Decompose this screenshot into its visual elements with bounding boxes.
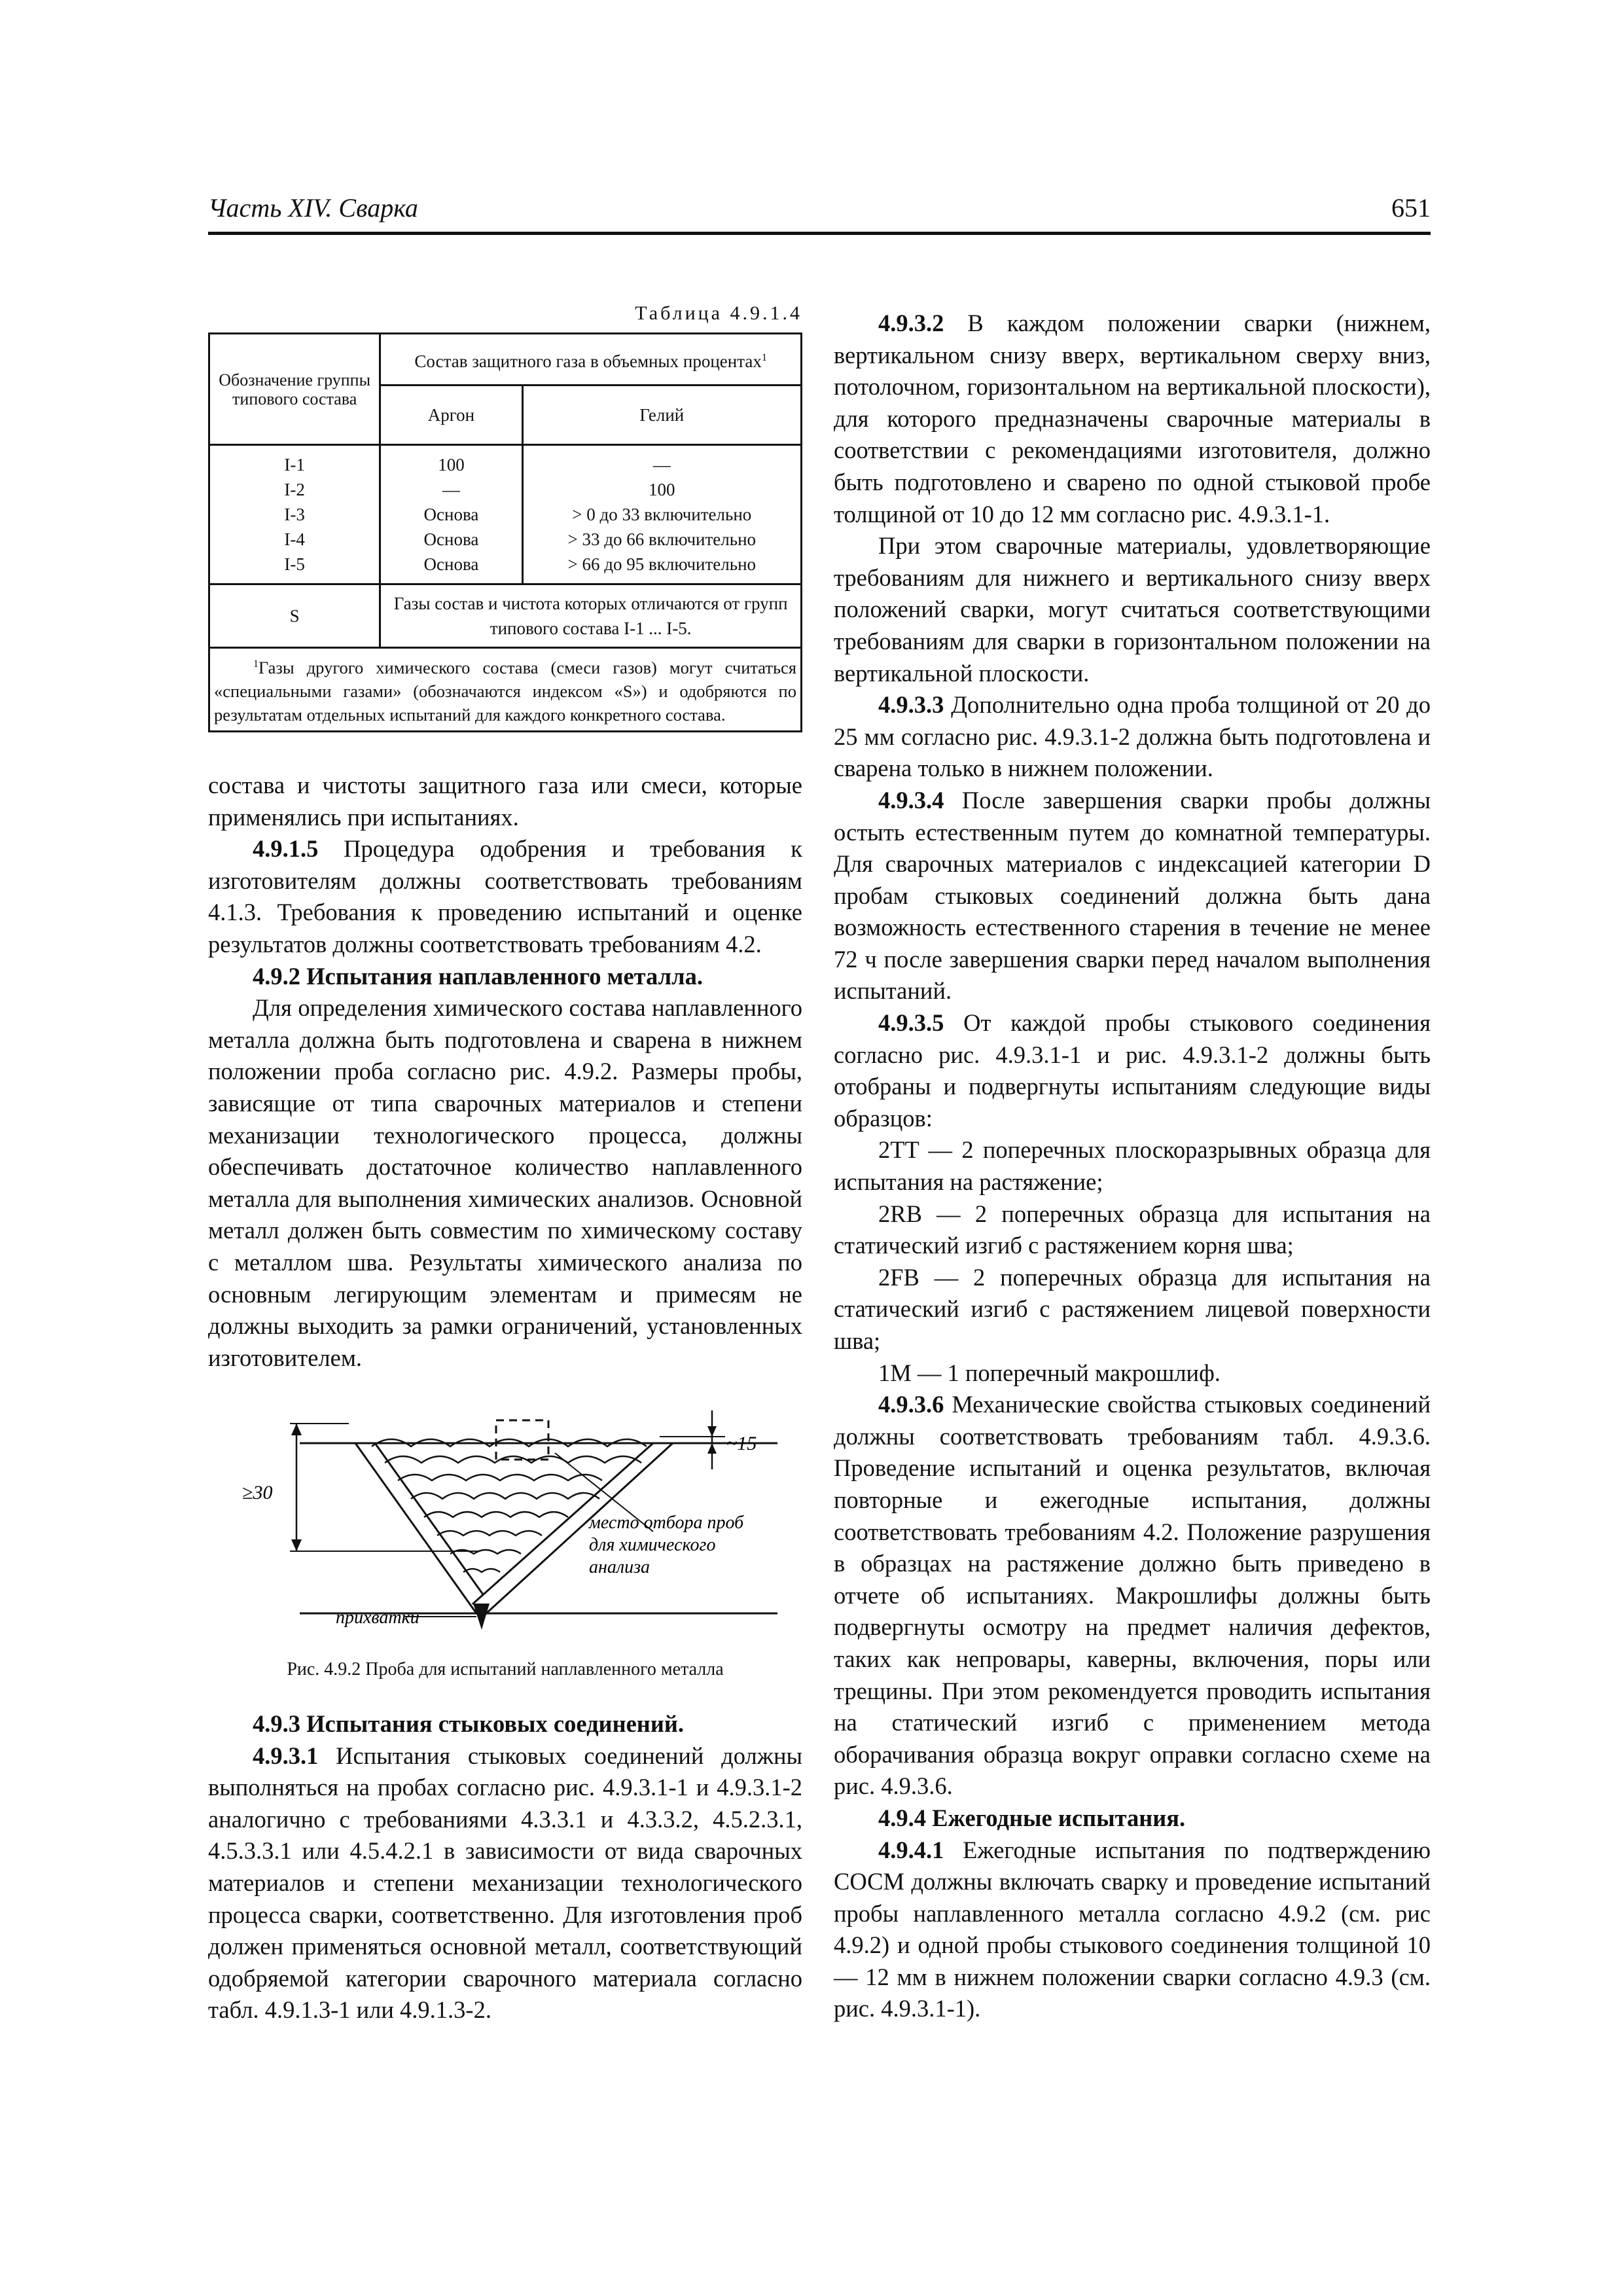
list-item: 2TT — 2 поперечных плоскоразрывных образца для испытания на растяжение;: [834, 1136, 1431, 1196]
header-group-cell: Обозначение группы типового состава: [209, 334, 380, 445]
s-group-cell: S: [209, 584, 380, 648]
paragraph-4-9-3-5: 4.9.3.5 От каждой пробы стыкового соединения согласно рис. 4.9.3.1-1 и рис. 4.9.3.1-2 должны быть отобраны и подвергнуты испытаниям следующие виды образцов:: [834, 1009, 1431, 1132]
table-caption: Таблица 4.9.1.4: [635, 302, 802, 324]
list-item: 2RB — 2 поперечных образца для испытания на статический изгиб с растяжением корня шва;: [834, 1200, 1431, 1259]
dim-height-label: ≥30: [242, 1482, 273, 1503]
group-list-cell: [209, 445, 380, 584]
page-number: 651: [1391, 193, 1431, 223]
group-name: I-5: [284, 554, 305, 574]
table-footnote: $^1$Газы другого химического состава (смеси газов) могут считаться «специальными газами» (обозначаются индексом «S») и одобряются по результатам отдельных испытаний для каждого конкретного состава.: [209, 648, 802, 732]
group-name: I-1: [284, 455, 305, 475]
header-helium-cell: Гелий: [522, 386, 801, 445]
helium-value: > 33 до 66 включительно: [567, 529, 757, 549]
paragraph: Для определения химического состава наплавленного металла должна быть подготовлена и сварена в нижнем положении проба согласно рис. 4.9.2. Размеры пробы, зависящие от типа сварочных материалов и степени механизации технологического процесса, должны обеспечивать достаточное количество наплавленного металла для выполнения химических анализов. Основной металл должен быть совместим по химическому составу с металлом шва. Результаты химического анализа по основным легирующим элементам и примесям не должны выходить за рамки ограничений, установленных изготовителем.: [208, 994, 802, 1371]
group-name: I-4: [284, 529, 305, 549]
paragraph-4-9-4-1: 4.9.4.1 Ежегодные испытания по подтверждению СОСМ должны включать сварку и проведение испытаний пробы наплавленного металла согласно 4.9.2 (см. рис 4.9.2) и одной пробы стыкового соединения толщиной 10 — 12 мм в нижнем положении сварки согласно 4.9.3 (см. рис. 4.9.3.1-1).: [834, 1836, 1431, 2022]
figure-4-9-2: [208, 1407, 802, 1656]
argon-value: 100: [438, 455, 465, 475]
gas-composition-table: [208, 332, 802, 732]
paragraph-4-9-1-5: 4.9.1.5 Процедура одобрения и требования к изготовителям должны соответствовать требованиям 4.1.3. Требования к проведению испытаний и оценке результатов должны соответствовать требованиям 4.2.: [208, 835, 802, 958]
group-name: I-2: [284, 480, 305, 499]
helium-list-cell: [522, 445, 801, 584]
figure-caption: Рис. 4.9.2 Проба для испытаний наплавленного металла: [287, 1659, 724, 1679]
paragraph-4-9-3-4: 4.9.3.4 После завершения сварки пробы должны остыть естественным путем до комнатной температуры. Для сварочных материалов с индексацией категории D пробам стыковых соединений должна быть дана возможность естественного старения в течение не менее 72 ч после завершения сварки перед началом выполнения испытаний.: [834, 786, 1431, 1005]
right-column: [834, 308, 1431, 2025]
paragraph: состава и чистоты защитного газа или смеси, которые применялись при испытаниях.: [208, 772, 802, 831]
paragraph-4-9-3-3: 4.9.3.3 Дополнительно одна проба толщиной от 20 до 25 мм согласно рис. 4.9.3.1-2 должна быть подготовлена и сварена только в нижнем положении.: [834, 691, 1431, 782]
paragraph-4-9-3-1: 4.9.3.1 Испытания стыковых соединений должны выполняться на пробах согласно рис. 4.9.3.1-1 и 4.9.3.1-2 аналогично с требованиями 4.3.3.1 и 4.3.3.2, 4.5.2.3.1, 4.5.3.3.1 или 4.5.4.2.1 в зависимости от вида сварочных материалов и степени механизации технологического процесса сварки, соответственно. Для изготовления проб должен применяться основной металл, соответствующий одобряемой категории сварочного материала согласно табл. 4.9.1.3-1 или 4.9.1.3-2.: [208, 1742, 802, 2024]
sample-location-label: место отбора проб для химического анализа: [589, 1513, 744, 1577]
argon-value: Основа: [423, 529, 479, 549]
helium-value: > 0 до 33 включительно: [572, 505, 752, 524]
heading-4-9-2: 4.9.2 Испытания наплавленного металла.: [253, 962, 703, 990]
heading-4-9-3: 4.9.3 Испытания стыковых соединений.: [253, 1710, 685, 1737]
paragraph-4-9-3-2: 4.9.3.2 В каждом положении сварки (нижнем, вертикальном снизу вверх, вертикальном сверху вниз, потолочном, горизонтальном на вертикальной плоскости), для которого предназначены сварочные материалы в соответствии с рекомендациями изготовителя, должно быть подготовлено и сварено по одной стыковой пробе толщиной от 10 до 12 мм согласно рис. 4.9.3.1-1.: [834, 310, 1431, 528]
argon-value: Основа: [423, 505, 479, 524]
heading-4-9-4: 4.9.4 Ежегодные испытания.: [878, 1804, 1186, 1831]
header-title: Часть XIV. Сварка: [208, 193, 418, 223]
argon-value: —: [442, 480, 460, 499]
argon-value: Основа: [423, 554, 479, 574]
paragraph-4-9-3-6: 4.9.3.6 Механические свойства стыковых соединений должны соответствовать требованиям табл. 4.9.3.6. Проведение испытаний и оценка результатов, включая повторные и ежегодные испытания, должны соответствовать требованиям 4.2. Положение разрушения в образцах на растяжение должно быть приведено в отчете об испытаниях. Макрошлифы должны быть подвергнуты осмотру на предмет наличия дефектов, таких как непровары, каверны, включения, поры или трещины. При этом рекомендуется проводить испытания на статический изгиб с применением метода оборачивания образца вокруг оправки согласно схеме на рис. 4.9.3.6.: [834, 1391, 1431, 1800]
group-name: I-3: [284, 505, 305, 524]
list-item: 2FB — 2 поперечных образца для испытания на статический изгиб с растяжением лицевой поверхности шва;: [834, 1263, 1431, 1354]
helium-value: > 66 до 95 включительно: [567, 554, 757, 574]
helium-value: 100: [649, 480, 675, 499]
page-header: [208, 191, 1431, 235]
paragraph: При этом сварочные материалы, удовлетворяющие требованиям для нижнего и вертикального снизу вверх положений сварки, могут считаться соответствующими требованиям для сварки в горизонтальном положении на вертикальной плоскости.: [834, 532, 1431, 687]
header-argon-cell: Аргон: [380, 386, 522, 445]
left-column-upper: [208, 770, 802, 1374]
s-text-cell: Газы состав и чистота которых отличаются от групп типового состава I-1 ... I-5.: [380, 584, 802, 648]
argon-list-cell: [380, 445, 522, 584]
helium-value: —: [652, 455, 671, 475]
left-column-lower: [208, 1708, 802, 2026]
dim-top-label: ~15: [726, 1433, 757, 1454]
header-gas-cell: Состав защитного газа в объемных процентах$^1$: [380, 334, 802, 386]
list-item: 1M — 1 поперечный макрошлиф.: [878, 1359, 1221, 1386]
tack-weld-label: прихватки: [336, 1607, 419, 1628]
